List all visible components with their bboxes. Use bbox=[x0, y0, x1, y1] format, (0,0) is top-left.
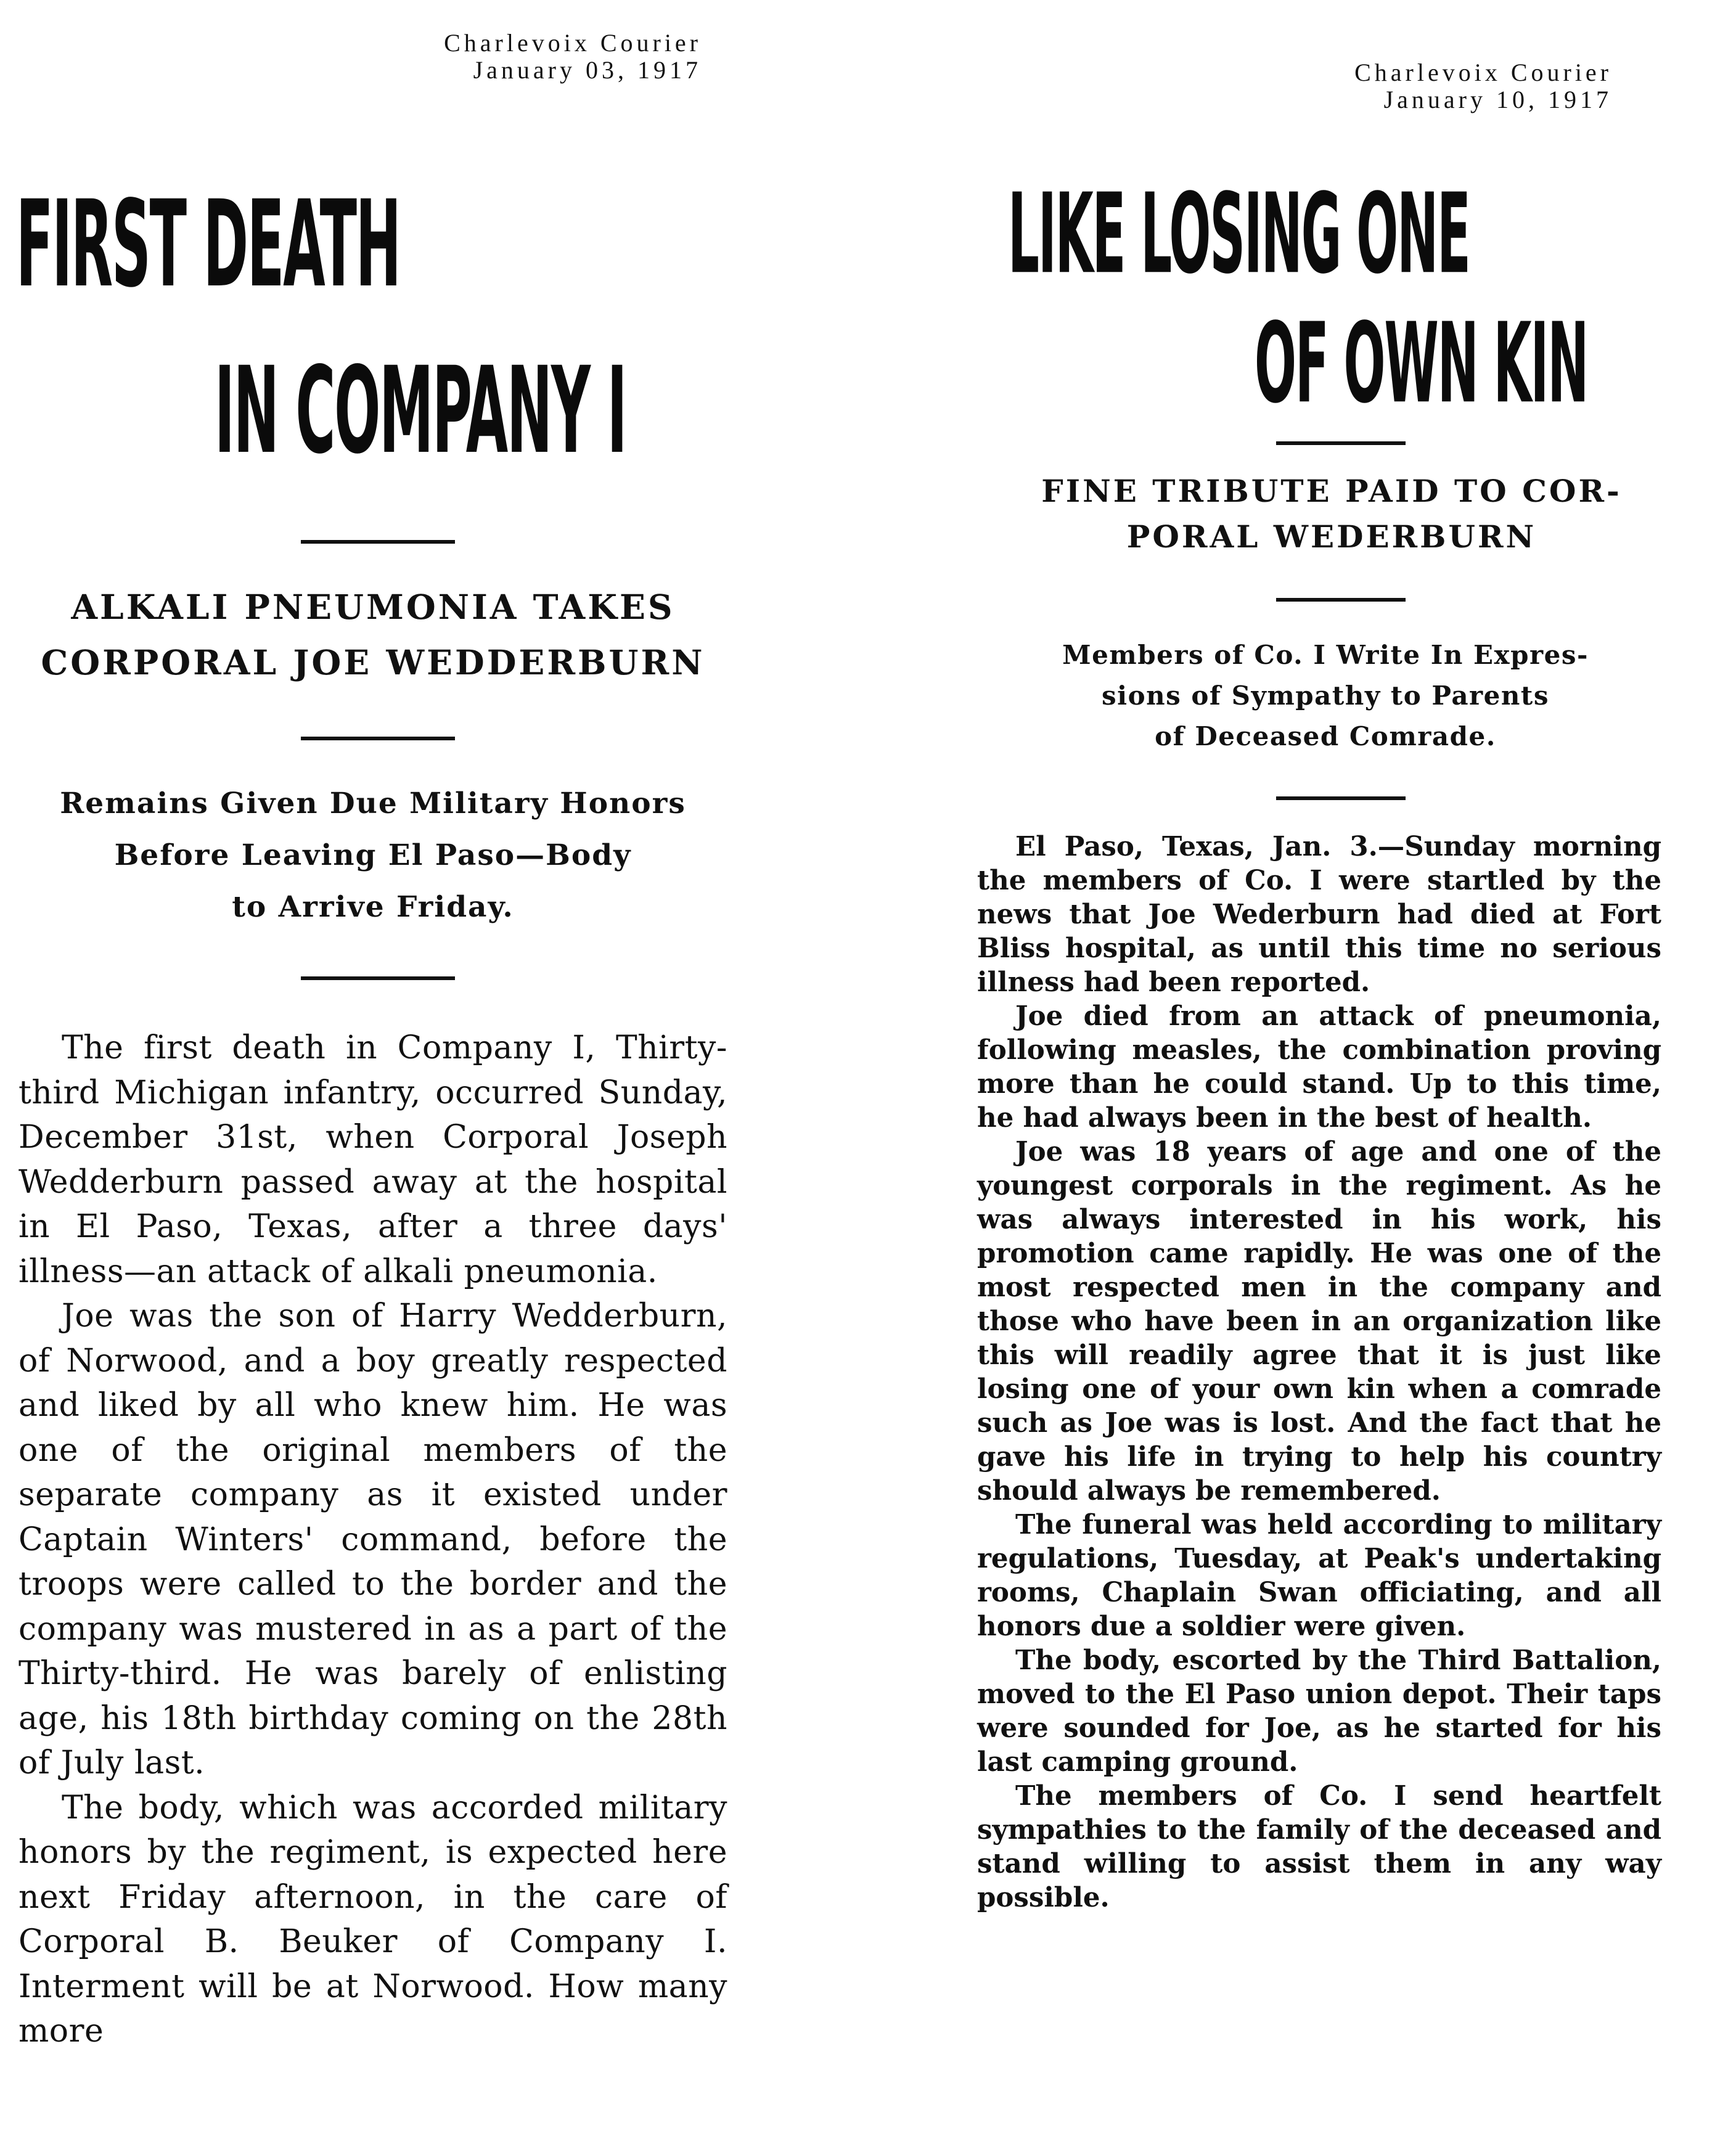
left-dateline-paper: Charlevoix Courier bbox=[444, 29, 702, 57]
right-paragraph-6: The members of Co. I send heartfelt sympathies to the family of the deceased and stand willing to assist them in any way possible. bbox=[977, 1780, 1661, 1913]
right-subhead-1-line2: PORAL WEDERBURN bbox=[1126, 518, 1537, 555]
left-paragraph-3: The body, which was accorded military honors by the regiment, is expected here next Friday afternoon, in the care of Corporal B. Beuker of Company I. Interment will be at Norwood. How many more bbox=[18, 1789, 727, 2050]
right-article-body bbox=[977, 830, 1661, 1915]
left-subhead-1-line1: ALKALI PNEUMONIA TAKES bbox=[71, 587, 675, 627]
right-headline-line2: OF OWN KIN bbox=[1255, 298, 1588, 428]
right-rule-1 bbox=[1276, 441, 1406, 445]
left-subhead-1 bbox=[18, 579, 727, 690]
right-subhead-2-line1: Members of Co. I Write In Expres- bbox=[1062, 640, 1589, 670]
left-headline-line2: IN COMPANY I bbox=[215, 341, 626, 481]
right-dateline bbox=[977, 59, 1612, 113]
left-headline-line1: FIRST DEATH bbox=[16, 175, 400, 314]
right-subhead-2-line2: sions of Sympathy to Parents bbox=[1102, 681, 1549, 711]
left-article-body bbox=[18, 1026, 727, 2054]
left-subhead-1-line2: CORPORAL JOE WEDDERBURN bbox=[41, 642, 705, 682]
left-dateline bbox=[18, 30, 702, 84]
right-rule-2 bbox=[1276, 598, 1406, 602]
left-subhead-2-line1: Remains Given Due Military Honors bbox=[60, 787, 686, 820]
right-subhead-1 bbox=[977, 468, 1686, 560]
left-rule-1 bbox=[301, 540, 455, 544]
left-dateline-date: January 03, 1917 bbox=[473, 56, 702, 84]
left-paragraph-1: The first death in Company I, Thirty-third Michigan infantry, occurred Sunday, December 31st, when Corporal Joseph Wedderburn passed away at the hospital in El Paso, Texas, after a three days' illness—an attack of alkali pneumonia. bbox=[18, 1029, 727, 1290]
left-rule-2 bbox=[301, 737, 455, 740]
left-subhead-2-line3: to Arrive Friday. bbox=[232, 890, 514, 924]
right-subhead-1-line1: FINE TRIBUTE PAID TO COR- bbox=[1041, 473, 1622, 509]
right-dateline-paper: Charlevoix Courier bbox=[1354, 59, 1612, 86]
left-subhead-2 bbox=[18, 778, 727, 933]
right-rule-3 bbox=[1276, 796, 1406, 800]
right-dateline-date: January 10, 1917 bbox=[1383, 86, 1612, 113]
right-paragraph-1: El Paso, Texas, Jan. 3.—Sunday morning the members of Co. I were startled by the news that Joe Wederburn had died at Fort Bliss hospital, as until this time no serious illness had been reported. bbox=[977, 831, 1661, 998]
left-paragraph-2: Joe was the son of Harry Wedderburn, of Norwood, and a boy greatly respected and liked by all who knew him. He was one of the original members of the separate company as it existed under Captain Winters' command, before the troops were called to the border and the company was mustered in as a part of the Thirty-third. He was barely of enlisting age, his 18th birthday coming on the 28th of July last. bbox=[18, 1298, 727, 1781]
right-paragraph-5: The body, escorted by the Third Battalion, moved to the El Paso union depot. Their taps were sounded for Joe, as he started for his last camping ground. bbox=[977, 1645, 1661, 1778]
right-paragraph-4: The funeral was held according to military regulations, Tuesday, at Peak's undertaking rooms, Chaplain Swan officiating, and all honors due a soldier were given. bbox=[977, 1509, 1661, 1642]
right-subhead-2 bbox=[977, 635, 1674, 757]
right-subhead-2-line3: of Deceased Comrade. bbox=[1155, 721, 1496, 751]
right-paragraph-3: Joe was 18 years of age and one of the youngest corporals in the regiment. As he was always interested in his work, his promotion came rapidly. He was one of the most respected men in the company and those who have been in an organization like this will readily agree that it is just like losing one of your own kin when a comrade such as Joe was is lost. And the fact that he gave his life in trying to help his country should always be remembered. bbox=[977, 1136, 1661, 1507]
left-rule-3 bbox=[301, 976, 455, 980]
left-subhead-2-line2: Before Leaving El Paso—Body bbox=[114, 838, 632, 872]
right-paragraph-2: Joe died from an attack of pneumonia, following measles, the combination proving more than he could stand. Up to this time, he had always been in the best of health. bbox=[977, 1000, 1661, 1134]
right-headline-line1: LIKE LOSING ONE bbox=[1008, 169, 1470, 298]
